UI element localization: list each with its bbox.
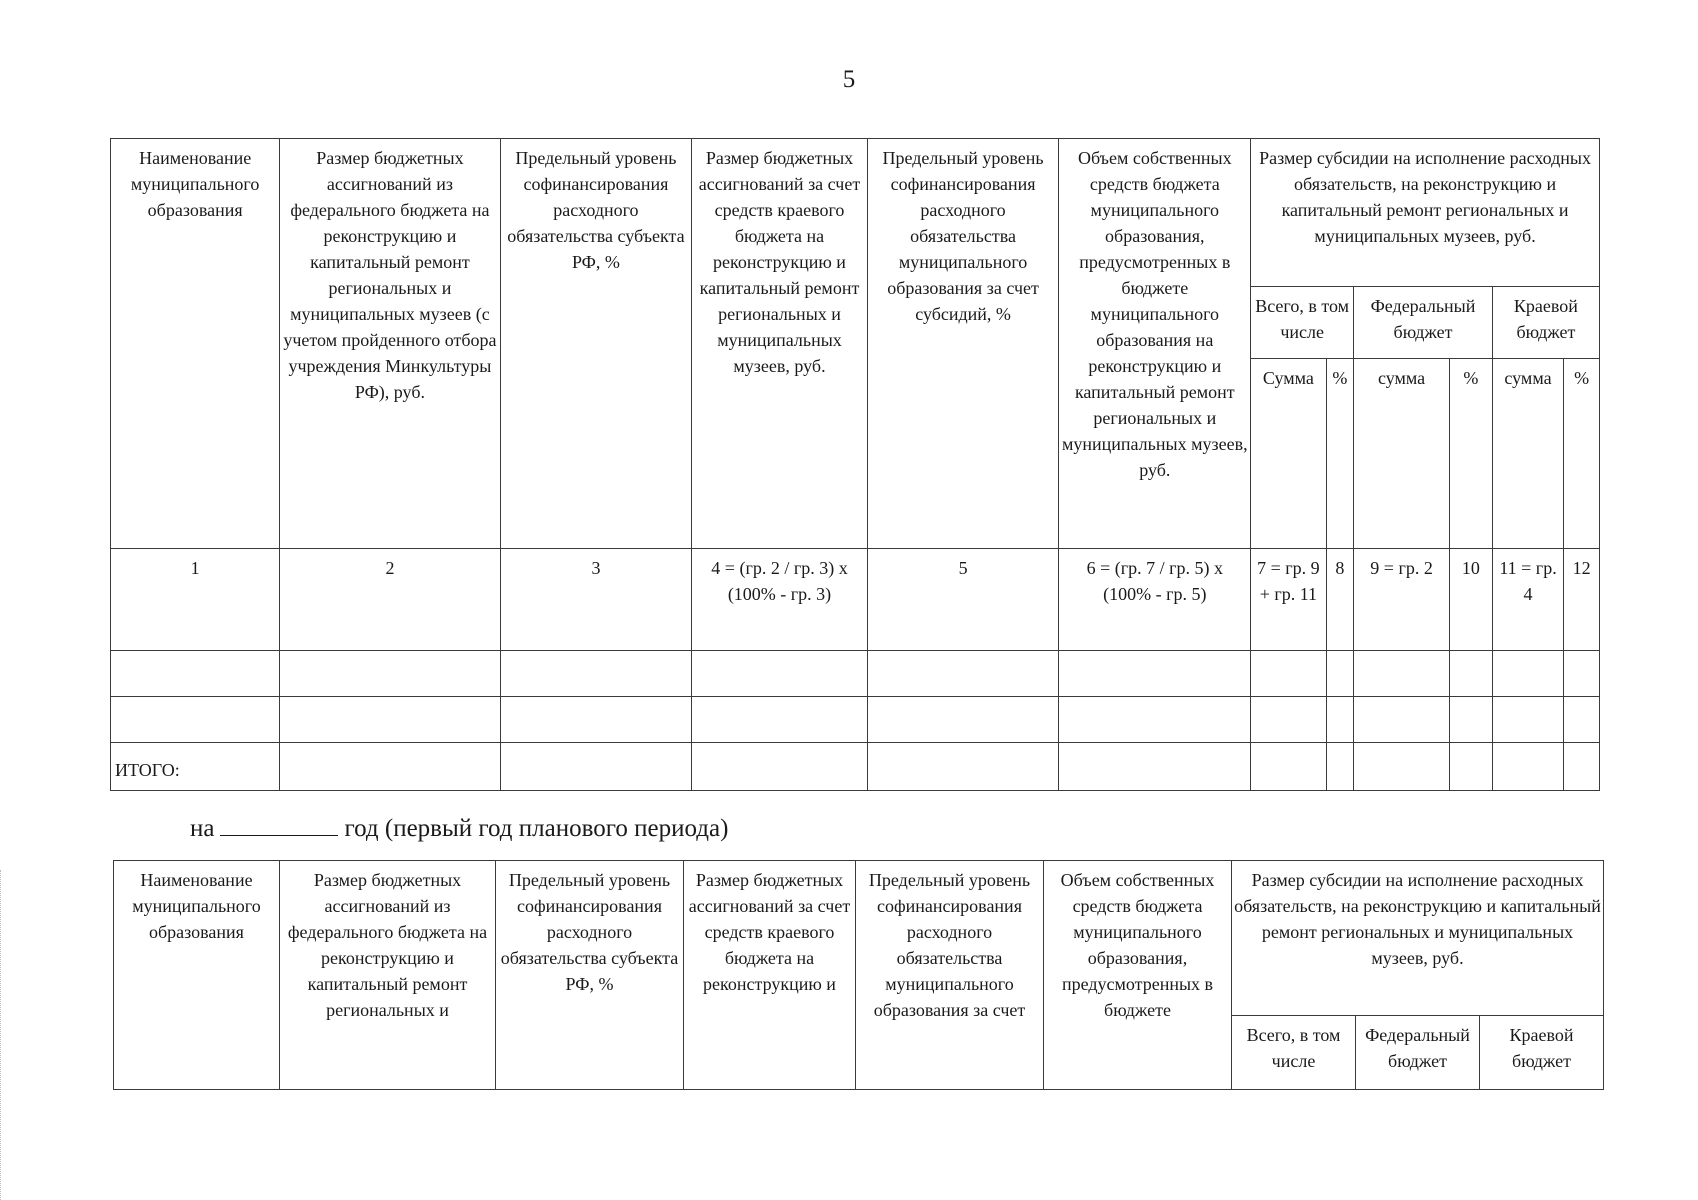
period-caption-prefix: на bbox=[190, 815, 215, 842]
column-number: 4 = (гр. 2 / гр. 3) х (100% - гр. 3) bbox=[692, 549, 867, 651]
total-row bbox=[111, 743, 1600, 791]
header-municipal-cofinancing-level: Предельный уровень софинансирования расходного обязательства муниципального образования за счет субсидий, % bbox=[867, 139, 1059, 549]
empty-row bbox=[111, 697, 1600, 743]
header-own-funds: Объем собственных средств бюджета муниципального образования, предусмотренных в бюджете муниципального образования на реконструкцию и капитальный ремонт региональных и муниципальных музеев, руб. bbox=[1059, 139, 1251, 549]
header-federal-pct: % bbox=[1450, 359, 1493, 549]
column-number-row bbox=[111, 549, 1600, 651]
subsidy-table-current-year bbox=[110, 138, 1600, 791]
header-own-funds: Объем собственных средств бюджета муниципального образования, предусмотренных в бюджете bbox=[1044, 861, 1232, 1090]
header-total-pct: % bbox=[1326, 359, 1354, 549]
header-subject-cofinancing-level: Предельный уровень софинансирования расходного обязательства субъекта РФ, % bbox=[500, 139, 692, 549]
period-caption-suffix: год (первый год планового периода) bbox=[344, 815, 729, 842]
column-number: 5 bbox=[867, 549, 1059, 651]
header-federal: Федеральный бюджет bbox=[1356, 1016, 1480, 1090]
year-blank-line bbox=[220, 815, 338, 836]
header-federal-sum: сумма bbox=[1354, 359, 1450, 549]
header-regional-allocation: Размер бюджетных ассигнований за счет средств краевого бюджета на реконструкцию и капитальный ремонт региональных и муниципальных музеев, руб. bbox=[692, 139, 867, 549]
subsidy-table-first-planning-year bbox=[113, 860, 1604, 1090]
header-federal-allocation: Размер бюджетных ассигнований из федерального бюджета на реконструкцию и капитальный ремонт региональных и bbox=[280, 861, 496, 1090]
header-regional-sum: сумма bbox=[1492, 359, 1563, 549]
header-municipality-name: Наименование муниципального образования bbox=[111, 139, 280, 549]
scan-edge-artifact bbox=[0, 870, 3, 1200]
header-total-incl: Всего, в том числе bbox=[1232, 1016, 1356, 1090]
column-number: 11 = гр. 4 bbox=[1492, 549, 1563, 651]
page-number: 5 bbox=[842, 66, 856, 93]
column-number: 7 = гр. 9 + гр. 11 bbox=[1251, 549, 1326, 651]
column-number: 2 bbox=[280, 549, 500, 651]
header-municipality-name: Наименование муниципального образования bbox=[114, 861, 280, 1090]
column-number: 12 bbox=[1564, 549, 1600, 651]
header-subject-cofinancing-level: Предельный уровень софинансирования расходного обязательства субъекта РФ, % bbox=[496, 861, 684, 1090]
column-number: 9 = гр. 2 bbox=[1354, 549, 1450, 651]
header-total-incl: Всего, в том числе bbox=[1251, 287, 1354, 359]
header-regional: Краевой бюджет bbox=[1492, 287, 1599, 359]
header-regional-pct: % bbox=[1564, 359, 1600, 549]
column-number: 6 = (гр. 7 / гр. 5) х (100% - гр. 5) bbox=[1059, 549, 1251, 651]
header-subsidy: Размер субсидии на исполнение расходных обязательств, на реконструкцию и капитальный ремонт региональных и муниципальных музеев, руб. bbox=[1232, 861, 1604, 1016]
header-federal: Федеральный бюджет bbox=[1354, 287, 1493, 359]
header-federal-allocation: Размер бюджетных ассигнований из федерального бюджета на реконструкцию и капитальный ремонт региональных и муниципальных музеев (с учетом пройденного отбора учреждения Минкультуры РФ), руб. bbox=[280, 139, 500, 549]
column-number: 3 bbox=[500, 549, 692, 651]
empty-row bbox=[111, 651, 1600, 697]
header-regional: Краевой бюджет bbox=[1480, 1016, 1604, 1090]
header-total-sum: Сумма bbox=[1251, 359, 1326, 549]
period-caption bbox=[190, 815, 728, 843]
header-subsidy: Размер субсидии на исполнение расходных обязательств, на реконструкцию и капитальный ремонт региональных и муниципальных музеев, руб. bbox=[1251, 139, 1600, 287]
column-number: 8 bbox=[1326, 549, 1354, 651]
column-number: 1 bbox=[111, 549, 280, 651]
column-number: 10 bbox=[1450, 549, 1493, 651]
total-label: ИТОГО: bbox=[111, 743, 280, 791]
header-regional-allocation: Размер бюджетных ассигнований за счет средств краевого бюджета на реконструкцию и bbox=[684, 861, 856, 1090]
header-municipal-cofinancing-level: Предельный уровень софинансирования расходного обязательства муниципального образования за счет bbox=[856, 861, 1044, 1090]
